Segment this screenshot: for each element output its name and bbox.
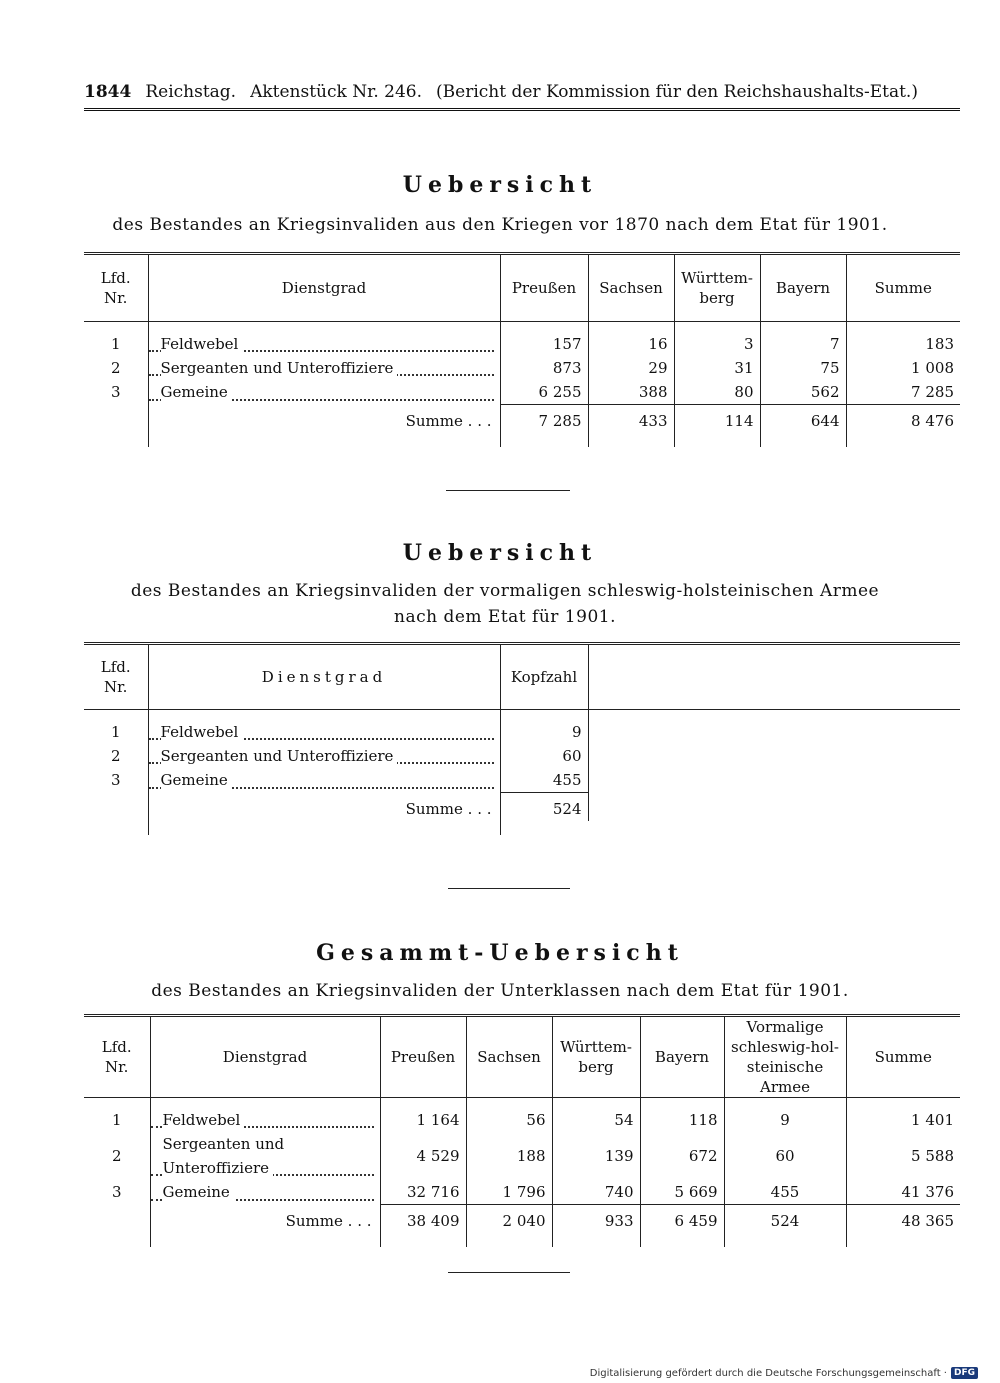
row-dienstgrad: Gemeine [163, 1183, 234, 1201]
row-nr: 2 [111, 1147, 122, 1165]
cell-wuerttemberg: 740 [552, 1180, 640, 1205]
header-wuerttemberg: Württem-berg [674, 254, 760, 322]
header-summe: Summe [846, 1016, 960, 1098]
running-head [84, 82, 964, 102]
section-divider [448, 888, 570, 889]
header-sachsen: Sachsen [466, 1016, 552, 1098]
header-bayern: Bayern [640, 1016, 724, 1098]
sum-row [84, 405, 960, 434]
sum-row [84, 793, 960, 822]
cell-wuerttemberg: 3 [674, 322, 760, 357]
cell-bayern: 7 [760, 322, 846, 357]
cell-bayern: 672 [640, 1132, 724, 1180]
table-2 [84, 642, 960, 835]
row-dienstgrad: Sergeanten und Unteroffiziere [161, 359, 398, 377]
row-dienstgrad: Sergeanten und Unteroffiziere [161, 747, 398, 765]
cell-summe: 7 285 [846, 380, 960, 405]
cell-sachsen: 388 [588, 380, 674, 405]
cell-summe: 1 401 [846, 1098, 960, 1133]
sum-sachsen: 2 040 [466, 1205, 552, 1234]
footer-text: Digitalisierung gefördert durch die Deutsche Forschungsgemeinschaft · [589, 1367, 947, 1379]
cell-wuerttemberg: 31 [674, 356, 760, 380]
table-row [84, 710, 960, 745]
digitization-footer [590, 1367, 978, 1379]
cell-sachsen: 29 [588, 356, 674, 380]
header-dienstgrad: Dienstgrad [148, 254, 500, 322]
row-dienstgrad: Feldwebel [163, 1111, 245, 1129]
table-row [84, 744, 960, 768]
header-preussen: Preußen [380, 1016, 466, 1098]
cell-sachsen: 16 [588, 322, 674, 357]
table-row [84, 322, 960, 357]
sum-summe: 8 476 [846, 405, 960, 434]
sum-bayern: 644 [760, 405, 846, 434]
sum-bayern: 6 459 [640, 1205, 724, 1234]
header-schleswig-holstein: Vormalige schleswig-hol-steinische Armee [724, 1016, 846, 1098]
cell-sachsen: 188 [466, 1132, 552, 1180]
header-summe: Summe [846, 254, 960, 322]
cell-bayern: 75 [760, 356, 846, 380]
page-number: 1844 [84, 82, 132, 102]
cell-preussen: 1 164 [380, 1098, 466, 1133]
cell-summe: 41 376 [846, 1180, 960, 1205]
header-nr: Lfd. Nr. [84, 1016, 150, 1098]
sum-label: Summe . . . [150, 1205, 380, 1234]
section2-title: Uebersicht [402, 540, 598, 566]
document-description: (Bericht der Kommission für den Reichshaushalts-Etat.) [436, 82, 918, 102]
table-row [84, 1132, 960, 1180]
header-sachsen: Sachsen [588, 254, 674, 322]
sum-row [84, 1205, 960, 1234]
sum-wuerttemberg: 114 [674, 405, 760, 434]
section1-subtitle: des Bestandes an Kriegsinvaliden aus den Kriegen vor 1870 nach dem Etat für 1901. [112, 215, 888, 235]
cell-bayern: 562 [760, 380, 846, 405]
cell-preussen: 6 255 [500, 380, 588, 405]
row-nr: 3 [111, 1183, 122, 1202]
header-nr: Lfd. Nr. [84, 644, 148, 710]
header-kopfzahl: Kopfzahl [500, 644, 588, 710]
cell-sachsen: 56 [466, 1098, 552, 1133]
table-3 [84, 1014, 960, 1247]
cell-kopfzahl: 455 [500, 768, 588, 793]
cell-bayern: 5 669 [640, 1180, 724, 1205]
header-preussen: Preußen [500, 254, 588, 322]
row-dienstgrad: Feldwebel [161, 335, 243, 353]
sum-kopfzahl: 524 [500, 793, 588, 822]
cell-sachsen: 1 796 [466, 1180, 552, 1205]
cell-schleswig-holstein: 455 [724, 1180, 846, 1205]
dfg-logo-icon: DFG [951, 1367, 978, 1379]
row-nr: 3 [110, 383, 121, 402]
sum-label: Summe . . . [148, 793, 500, 822]
section3-subtitle: des Bestandes an Kriegsinvaliden der Unterklassen nach dem Etat für 1901. [151, 981, 849, 1001]
table-row [84, 356, 960, 380]
header-dienstgrad: Dienstgrad [148, 644, 500, 710]
sum-preussen: 38 409 [380, 1205, 466, 1234]
row-dienstgrad: Feldwebel [161, 723, 243, 741]
sum-summe: 48 365 [846, 1205, 960, 1234]
cell-wuerttemberg: 54 [552, 1098, 640, 1133]
sum-schleswig-holstein: 524 [724, 1205, 846, 1234]
row-dienstgrad: Gemeine [161, 771, 232, 789]
cell-wuerttemberg: 139 [552, 1132, 640, 1180]
row-dienstgrad: Sergeanten und Unteroffiziere [162, 1135, 285, 1177]
section-divider [448, 1272, 570, 1273]
cell-preussen: 157 [500, 322, 588, 357]
table-1 [84, 252, 960, 447]
table-row [84, 1098, 960, 1133]
cell-preussen: 873 [500, 356, 588, 380]
section2-subtitle: des Bestandes an Kriegsinvaliden der vormaligen schleswig-holsteinischen Armee nach dem Etat für 1901. [130, 581, 880, 627]
section3-title: Gesammt-Uebersicht [316, 940, 684, 966]
sum-wuerttemberg: 933 [552, 1205, 640, 1234]
cell-preussen: 32 716 [380, 1180, 466, 1205]
cell-schleswig-holstein: 9 [724, 1098, 846, 1133]
row-dienstgrad: Gemeine [161, 383, 232, 401]
document-number: Aktenstück Nr. 246. [250, 82, 423, 102]
sum-sachsen: 433 [588, 405, 674, 434]
row-nr: 3 [110, 771, 121, 790]
section1-title: Uebersicht [402, 172, 598, 198]
header-rule [84, 108, 960, 113]
cell-bayern: 118 [640, 1098, 724, 1133]
table-row [84, 380, 960, 405]
cell-preussen: 4 529 [380, 1132, 466, 1180]
row-nr: 2 [110, 359, 121, 377]
cell-wuerttemberg: 80 [674, 380, 760, 405]
cell-schleswig-holstein: 60 [724, 1132, 846, 1180]
cell-summe: 5 588 [846, 1132, 960, 1180]
publication-name: Reichstag. [145, 82, 237, 102]
cell-summe: 183 [846, 322, 960, 357]
row-nr: 1 [111, 1111, 122, 1129]
table-row [84, 1180, 960, 1205]
sum-preussen: 7 285 [500, 405, 588, 434]
header-dienstgrad: Dienstgrad [150, 1016, 380, 1098]
header-bayern: Bayern [760, 254, 846, 322]
section-divider [446, 490, 570, 491]
cell-kopfzahl: 9 [500, 710, 588, 745]
header-wuerttemberg: Württem-berg [552, 1016, 640, 1098]
cell-summe: 1 008 [846, 356, 960, 380]
table-row [84, 768, 960, 793]
row-nr: 1 [110, 335, 121, 353]
header-nr: Lfd. Nr. [84, 254, 148, 322]
sum-label: Summe . . . [148, 405, 500, 434]
row-nr: 1 [110, 723, 121, 741]
row-nr: 2 [110, 747, 121, 765]
cell-kopfzahl: 60 [500, 744, 588, 768]
